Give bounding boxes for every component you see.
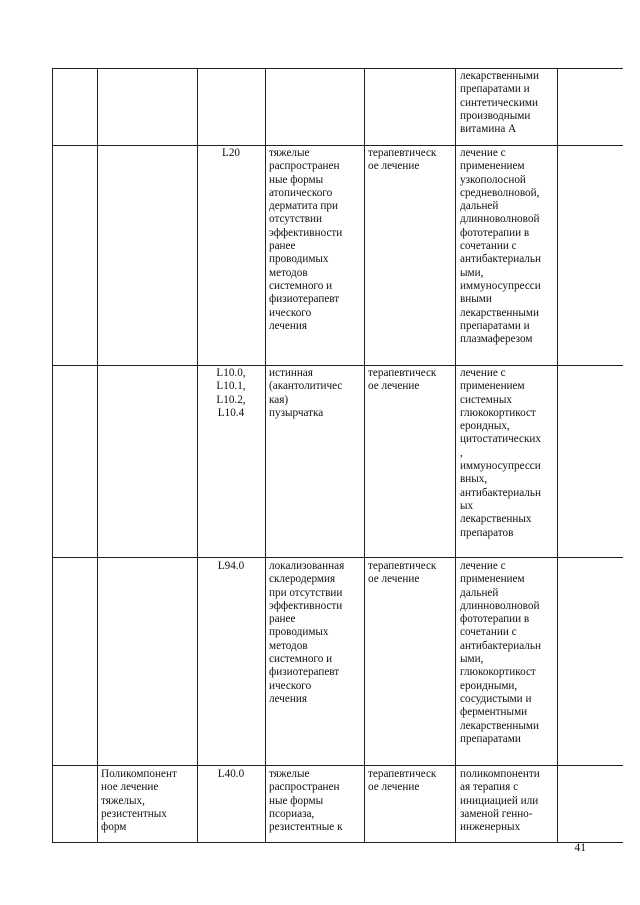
column-divider: [364, 68, 365, 843]
column-divider: [97, 68, 98, 843]
treatment-type-cell: терапевтическ ое лечение: [368, 147, 437, 173]
page-number: 41: [574, 842, 586, 854]
row-divider: [52, 765, 623, 766]
column-divider: [197, 68, 198, 843]
method-cell: лечение с применением дальней длинноволновой фототерапии в сочетании с антибактериальн ыми, глюкокортикост ероидными, сосудистыми и ферментными лекарственными препаратами: [460, 560, 541, 745]
table-bottom-border: [52, 842, 623, 843]
disease-cell: локализованная склеродермия при отсутствии эффективности ранее проводимых методов системного и физиотерапевт ического лечения: [269, 560, 345, 705]
method-cell: лекарственными препаратами и синтетическими производными витамина А: [460, 70, 539, 136]
treatment-type-cell: терапевтическ ое лечение: [368, 560, 437, 586]
method-cell: поликомпоненти ая терапия с инициацией или заменой генно- инженерных: [460, 768, 540, 834]
row-divider: [52, 365, 623, 366]
icd-code-cell: L94.0: [217, 560, 245, 572]
icd-code-cell: L20: [221, 147, 241, 159]
column-divider: [455, 68, 456, 843]
row-divider: [52, 557, 623, 558]
row-divider: [52, 145, 623, 146]
treatment-group-cell: Поликомпонент ное лечение тяжелых, резистентных форм: [101, 768, 177, 834]
icd-code-cell: L40.0: [217, 768, 245, 780]
disease-cell: тяжелые распространен ные формы атопического дерматита при отсутствии эффективности ранее проводимых методов системного и физиотерапевт ического лечения: [269, 147, 343, 332]
disease-cell: тяжелые распространен ные формы псориаза, резистентные к: [269, 768, 343, 834]
disease-cell: истинная (акантолитичес кая) пузырчатка: [269, 367, 343, 419]
treatment-type-cell: терапевтическ ое лечение: [368, 768, 437, 794]
column-divider: [52, 68, 53, 843]
treatment-type-cell: терапевтическ ое лечение: [368, 367, 437, 393]
column-divider: [557, 68, 558, 843]
column-divider: [265, 68, 266, 843]
method-cell: лечение с применением узкополосной средневолновой, дальней длинноволновой фототерапии в сочетании с антибактериальн ыми, иммуносупресси вными лекарственными препаратами и плазмаферезом: [460, 147, 541, 346]
icd-code-cell: L10.0, L10.1, L10.2, L10.4: [216, 367, 246, 419]
method-cell: лечение с применением системных глюкокортикост ероидных, цитостатических , иммуносупресси вных, антибактериальн ых лекарственных препаратов: [460, 367, 541, 539]
table-top-border: [52, 68, 623, 69]
